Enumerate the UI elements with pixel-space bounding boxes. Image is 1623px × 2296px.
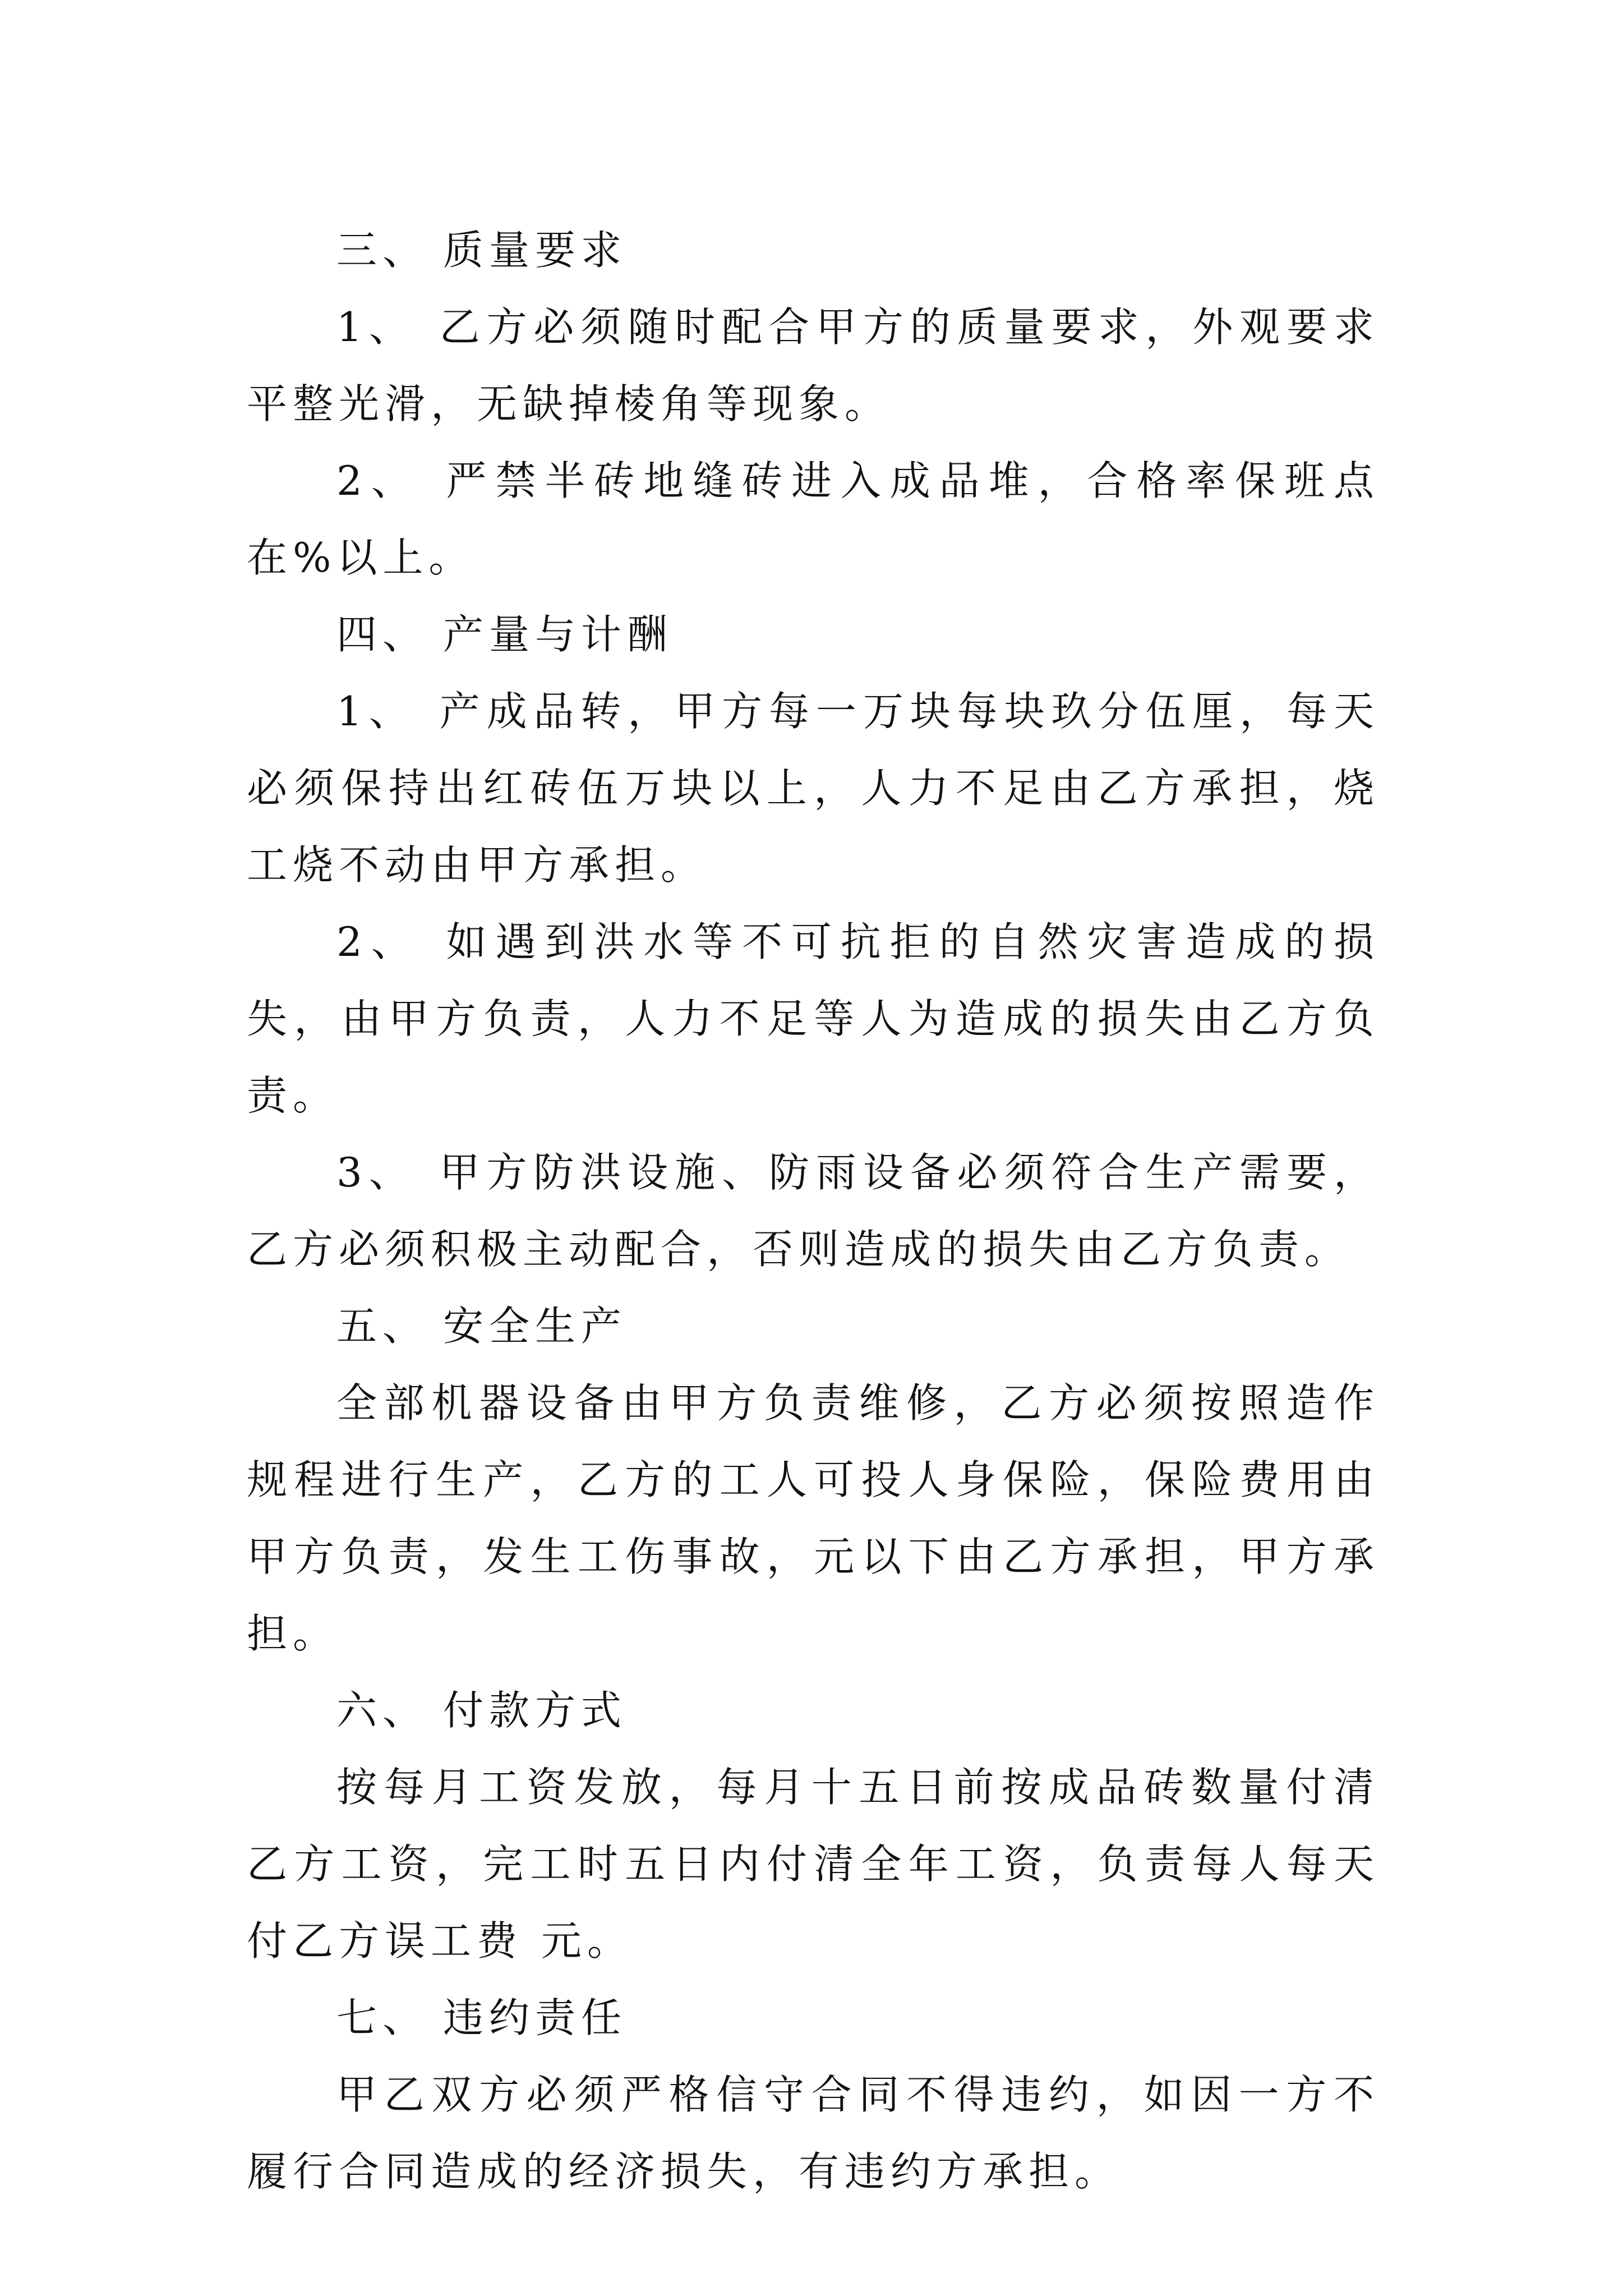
clause-text: 如遇到洪水等不可抗拒的自然灾害造成的损失，由甲方负责，人力不足等人为造成的损失由乙方负责。 xyxy=(247,918,1380,1119)
section-heading-safety xyxy=(247,1288,1380,1365)
section-number: 六、 xyxy=(336,1687,429,1734)
section-title: 违约责任 xyxy=(443,1994,628,2041)
clause-text: 产成品转，甲方每一万块每块玖分伍厘，每天必须保持出红砖伍万块以上，人力不足由乙方承担，烧工烧不动由甲方承担。 xyxy=(247,688,1380,889)
clause-quality-2 xyxy=(247,443,1380,596)
section-heading-payment xyxy=(247,1672,1380,1749)
paragraph-safety: 全部机器设备由甲方负责维修，乙方必须按照造作规程进行生产，乙方的工人可投人身保险，保险费用由甲方负责，发生工伤事故，元以下由乙方承担，甲方承担。 xyxy=(247,1379,1380,1657)
clause-output-2 xyxy=(247,904,1380,1134)
section-heading-quality xyxy=(247,212,1380,289)
section-title: 产量与计酬 xyxy=(443,611,674,658)
clause-number: 3、 xyxy=(336,1149,416,1196)
paragraph-payment: 按每月工资发放，每月十五日前按成品砖数量付清乙方工资，完工时五日内付清全年工资，负责每人每天付乙方误工费 元。 xyxy=(247,1764,1380,1964)
clause-output-3 xyxy=(247,1134,1380,1288)
section-number: 三、 xyxy=(336,227,429,274)
clause-number: 2、 xyxy=(336,457,421,504)
section-number: 四、 xyxy=(336,611,429,658)
clause-text: 严禁半砖地缝砖进入成品堆，合格率保班点在%以上。 xyxy=(247,457,1380,581)
section-title: 安全生产 xyxy=(443,1303,628,1350)
contract-body xyxy=(247,212,1380,2210)
section-number: 七、 xyxy=(336,1994,429,2041)
clause-quality-1 xyxy=(247,289,1380,443)
clause-number: 1、 xyxy=(336,688,416,735)
clause-text: 乙方必须随时配合甲方的质量要求，外观要求平整光滑，无缺掉棱角等现象。 xyxy=(247,303,1380,427)
section-heading-liability xyxy=(247,1980,1380,2056)
clause-number: 2、 xyxy=(336,918,421,965)
clause-number: 1、 xyxy=(336,303,416,351)
section-title: 质量要求 xyxy=(443,227,628,274)
section-number: 五、 xyxy=(336,1303,429,1350)
clause-output-1 xyxy=(247,673,1380,904)
section-title: 付款方式 xyxy=(443,1687,628,1734)
clause-text: 甲方防洪设施、防雨设备必须符合生产需要，乙方必须积极主动配合，否则造成的损失由乙方负责。 xyxy=(247,1149,1380,1273)
paragraph-liability: 甲乙双方必须严格信守合同不得违约，如因一方不履行合同造成的经济损失，有违约方承担。 xyxy=(247,2071,1380,2195)
section-heading-output xyxy=(247,596,1380,673)
